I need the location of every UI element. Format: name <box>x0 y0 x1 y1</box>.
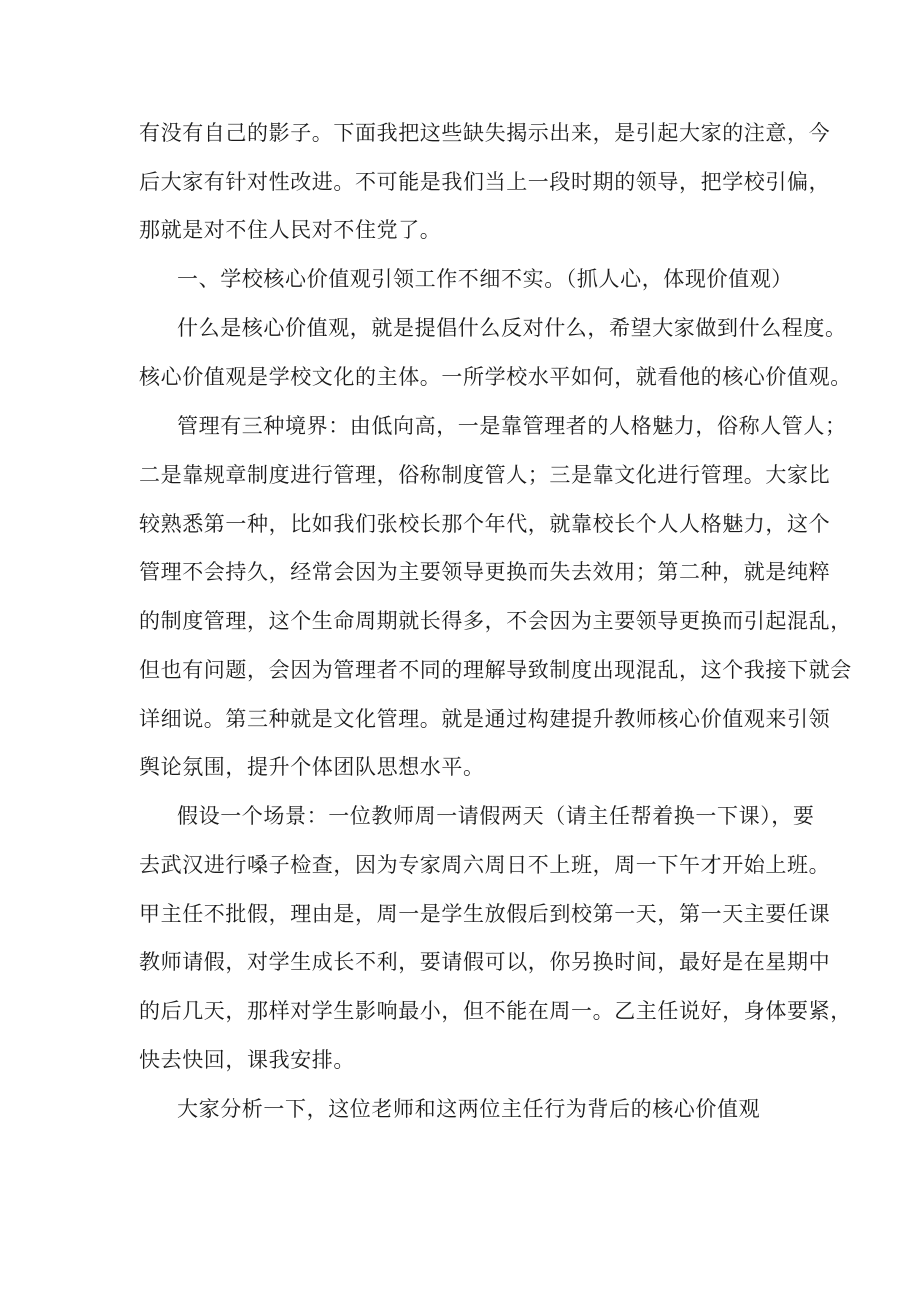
paragraph-4-line-7: 详细说。第三种就是文化管理。就是通过构建提升教师核心价值观来引领 <box>139 707 831 731</box>
paragraph-4-line-2: 二是靠规章制度进行管理，俗称制度管人；三是靠文化进行管理。大家比 <box>139 463 831 487</box>
paragraph-4-line-5: 的制度管理，这个生命周期就长得多，不会因为主要领导更换而引起混乱， <box>139 609 852 633</box>
paragraph-6-line-1: 大家分析一下，这位老师和这两位主任行为背后的核心价值观 <box>177 1097 761 1121</box>
section-heading-1: 一、学校核心价值观引领工作不细不实。（抓人心，体现价值观） <box>177 267 793 291</box>
paragraph-5-line-2: 去武汉进行嗓子检查，因为专家周六周日不上班，周一下午才开始上班。 <box>139 853 831 877</box>
paragraph-5-line-1: 假设一个场景：一位教师周一请假两天（请主任帮着换一下课），要 <box>177 804 815 828</box>
paragraph-5-line-6: 快去快回，课我安排。 <box>139 1048 355 1072</box>
paragraph-4-line-3: 较熟悉第一种，比如我们张校长那个年代，就靠校长个人人格魅力，这个 <box>139 512 831 536</box>
paragraph-3-line-2: 核心价值观是学校文化的主体。一所学校水平如何，就看他的核心价值观。 <box>139 365 852 389</box>
paragraph-4-line-1: 管理有三种境界：由低向高，一是靠管理者的人格魅力，俗称人管人； <box>177 414 847 438</box>
paragraph-4-line-6: 但也有问题，会因为管理者不同的理解导致制度出现混乱，这个我接下就会 <box>139 658 852 682</box>
paragraph-4-line-8: 舆论氛围，提升个体团队思想水平。 <box>139 755 485 779</box>
paragraph-4-line-4: 管理不会持久，经常会因为主要领导更换而失去效用；第二种，就是纯粹 <box>139 560 831 584</box>
paragraph-5-line-3: 甲主任不批假，理由是，周一是学生放假后到校第一天，第一天主要任课 <box>139 902 831 926</box>
paragraph-1-line-1: 有没有自己的影子。下面我把这些缺失揭示出来，是引起大家的注意，今 <box>139 121 831 145</box>
paragraph-3-line-1: 什么是核心价值观，就是提倡什么反对什么，希望大家做到什么程度。 <box>177 316 847 340</box>
paragraph-5-line-5: 的后几天，那样对学生影响最小，但不能在周一。乙主任说好，身体要紧， <box>139 999 852 1023</box>
paragraph-5-line-4: 教师请假，对学生成长不利，要请假可以，你另换时间，最好是在星期中 <box>139 950 831 974</box>
paragraph-1-line-3: 那就是对不住人民对不住党了。 <box>139 218 442 242</box>
paragraph-1-line-2: 后大家有针对性改进。不可能是我们当上一段时期的领导，把学校引偏， <box>139 170 831 194</box>
